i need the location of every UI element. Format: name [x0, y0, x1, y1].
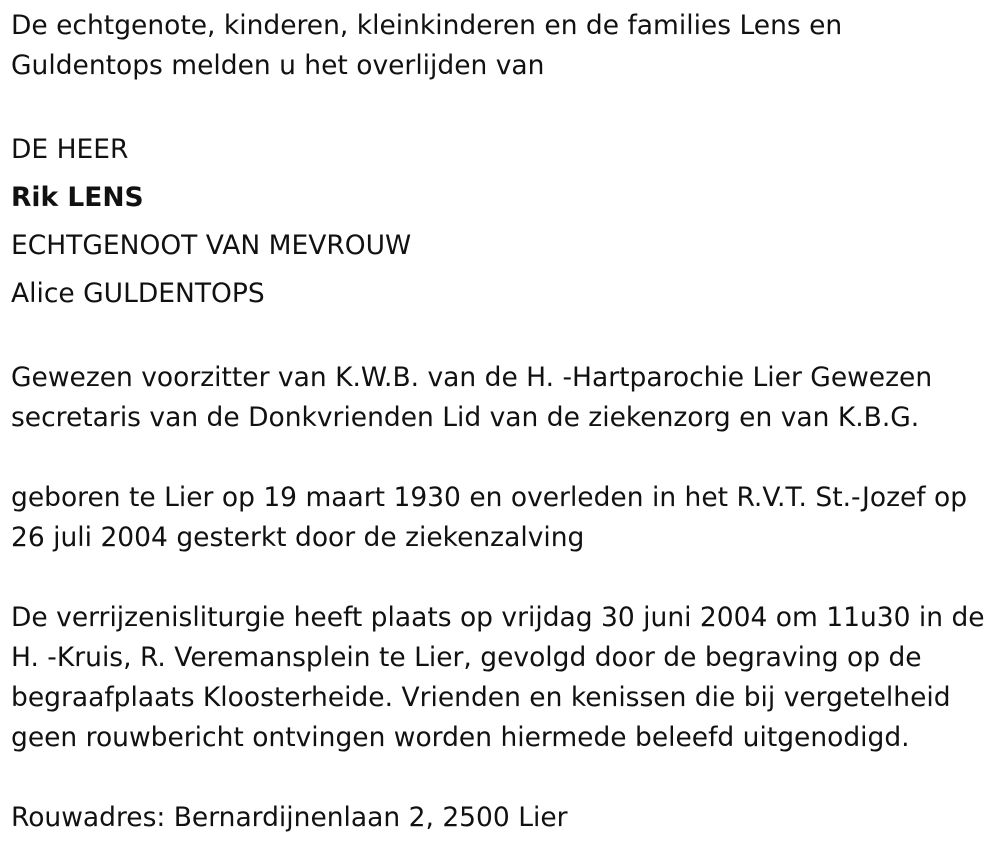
ceremony-line-4: geen rouwbericht ontvingen worden hiermede beleefd uitgenodigd.	[11, 722, 910, 753]
title-text: DE HEER	[11, 134, 129, 165]
birth-death-line-1: geboren te Lier op 19 maart 1930 en overleden in het R.V.T. St.-Jozef op	[11, 482, 968, 513]
relation-text: ECHTGENOOT VAN MEVROUW	[11, 230, 412, 261]
ceremony-line-2: H. -Kruis, R. Veremansplein te Lier, gevolgd door de begraving op de	[11, 642, 922, 673]
ceremony-line-1: De verrijzenisliturgie heeft plaats op vrijdag 30 juni 2004 om 11u30 in de	[11, 602, 985, 633]
deceased-block	[11, 126, 991, 318]
roles-line-2: secretaris van de Donkvrienden Lid van de ziekenzorg en van K.B.G.	[11, 402, 920, 433]
ceremony-line-3: begraafplaats Kloosterheide. Vrienden en kenissen die bij vergetelheid	[11, 682, 951, 713]
address-paragraph	[11, 798, 991, 838]
roles-paragraph	[11, 358, 991, 438]
intro-line-1: De echtgenote, kinderen, kleinkinderen en de families Lens en	[11, 10, 843, 41]
intro-paragraph	[11, 6, 991, 86]
intro-line-2: Guldentops melden u het overlijden van	[11, 50, 545, 81]
birth-death-line-2: 26 juli 2004 gesterkt door de ziekenzalving	[11, 522, 585, 553]
death-notice	[11, 6, 991, 838]
birth-death-paragraph	[11, 478, 991, 558]
address-line: Rouwadres: Bernardijnenlaan 2, 2500 Lier	[11, 802, 568, 833]
deceased-name: Rik LENS	[11, 182, 144, 213]
roles-line-1: Gewezen voorzitter van K.W.B. van de H. -Hartparochie Lier Gewezen	[11, 362, 933, 393]
ceremony-paragraph	[11, 598, 991, 758]
spouse-name: Alice GULDENTOPS	[11, 278, 265, 309]
